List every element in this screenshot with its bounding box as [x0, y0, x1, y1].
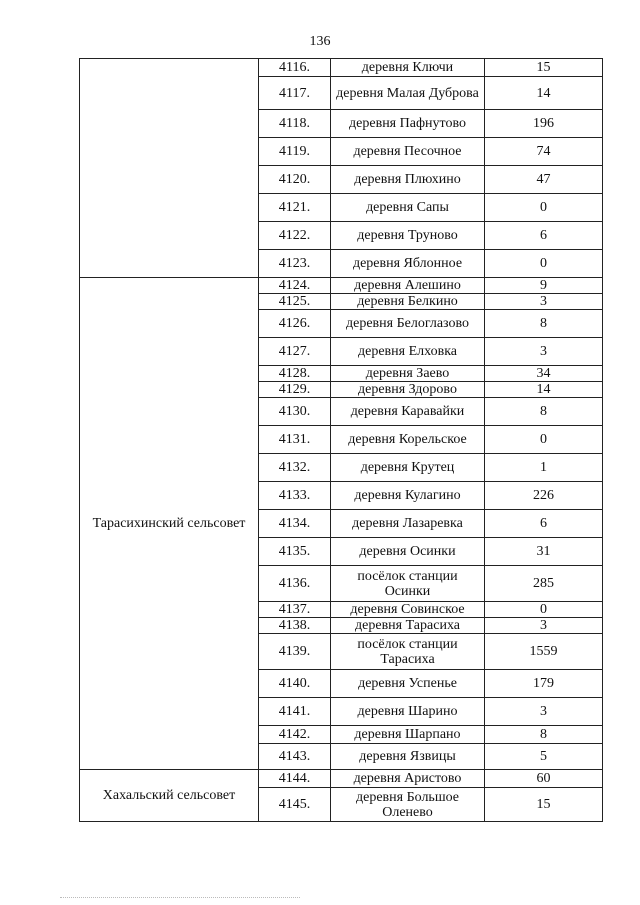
- population-value: 196: [485, 110, 603, 138]
- settlement-name: деревня Совинское: [331, 602, 485, 618]
- settlement-number: 4133.: [259, 482, 331, 510]
- settlement-number: 4139.: [259, 634, 331, 670]
- settlement-name: деревня Пафнутово: [331, 110, 485, 138]
- settlement-number: 4135.: [259, 538, 331, 566]
- settlement-name: деревня Шарпано: [331, 726, 485, 744]
- population-value: 6: [485, 510, 603, 538]
- settlement-number: 4117.: [259, 77, 331, 110]
- settlement-number: 4145.: [259, 788, 331, 822]
- settlement-name: деревня Язвицы: [331, 744, 485, 770]
- population-value: 8: [485, 726, 603, 744]
- settlement-number: 4141.: [259, 698, 331, 726]
- settlement-name: деревня Осинки: [331, 538, 485, 566]
- population-value: 0: [485, 602, 603, 618]
- settlement-name: деревня Успенье: [331, 670, 485, 698]
- settlement-number: 4128.: [259, 366, 331, 382]
- settlements-table-body: [80, 59, 603, 822]
- settlement-number: 4116.: [259, 59, 331, 77]
- settlement-name: деревня Алешино: [331, 278, 485, 294]
- population-value: 14: [485, 77, 603, 110]
- settlement-number: 4127.: [259, 338, 331, 366]
- population-value: 3: [485, 338, 603, 366]
- table-row: [80, 770, 603, 788]
- population-value: 0: [485, 194, 603, 222]
- settlement-number: 4123.: [259, 250, 331, 278]
- population-value: 3: [485, 618, 603, 634]
- population-value: 47: [485, 166, 603, 194]
- settlement-name: деревня Малая Дуброва: [331, 77, 485, 110]
- population-value: 0: [485, 426, 603, 454]
- settlement-number: 4144.: [259, 770, 331, 788]
- settlement-name: деревня Тарасиха: [331, 618, 485, 634]
- settlement-name: деревня Белкино: [331, 294, 485, 310]
- settlement-number: 4124.: [259, 278, 331, 294]
- settlements-table: [79, 58, 603, 822]
- settlement-number: 4131.: [259, 426, 331, 454]
- population-value: 8: [485, 310, 603, 338]
- table-row: [80, 59, 603, 77]
- settlement-name: деревня Яблонное: [331, 250, 485, 278]
- settlement-number: 4140.: [259, 670, 331, 698]
- settlement-name: деревня Лазаревка: [331, 510, 485, 538]
- settlement-name: посёлок станции Тарасиха: [331, 634, 485, 670]
- settlement-name: деревня Кулагино: [331, 482, 485, 510]
- settlement-name: деревня Большое Оленево: [331, 788, 485, 822]
- settlement-number: 4137.: [259, 602, 331, 618]
- settlement-number: 4126.: [259, 310, 331, 338]
- settlement-number: 4121.: [259, 194, 331, 222]
- population-value: 3: [485, 698, 603, 726]
- population-value: 3: [485, 294, 603, 310]
- population-value: 179: [485, 670, 603, 698]
- population-value: 1: [485, 454, 603, 482]
- settlement-number: 4120.: [259, 166, 331, 194]
- settlement-name: деревня Корельское: [331, 426, 485, 454]
- settlement-name: деревня Ключи: [331, 59, 485, 77]
- settlement-number: 4122.: [259, 222, 331, 250]
- settlement-number: 4118.: [259, 110, 331, 138]
- settlement-number: 4129.: [259, 382, 331, 398]
- settlement-number: 4130.: [259, 398, 331, 426]
- settlement-number: 4143.: [259, 744, 331, 770]
- council-name: [80, 59, 259, 278]
- population-value: 15: [485, 59, 603, 77]
- population-value: 285: [485, 566, 603, 602]
- settlement-number: 4132.: [259, 454, 331, 482]
- settlement-number: 4119.: [259, 138, 331, 166]
- population-value: 74: [485, 138, 603, 166]
- settlement-name: деревня Каравайки: [331, 398, 485, 426]
- population-value: 9: [485, 278, 603, 294]
- settlement-name: посёлок станции Осинки: [331, 566, 485, 602]
- settlement-name: деревня Аристово: [331, 770, 485, 788]
- settlement-name: деревня Белоглазово: [331, 310, 485, 338]
- population-value: 6: [485, 222, 603, 250]
- settlement-name: деревня Труново: [331, 222, 485, 250]
- settlement-name: деревня Елховка: [331, 338, 485, 366]
- settlement-number: 4125.: [259, 294, 331, 310]
- settlement-name: деревня Сапы: [331, 194, 485, 222]
- population-value: 5: [485, 744, 603, 770]
- settlement-name: деревня Крутец: [331, 454, 485, 482]
- population-value: 14: [485, 382, 603, 398]
- population-value: 34: [485, 366, 603, 382]
- population-value: 60: [485, 770, 603, 788]
- settlement-name: деревня Шарино: [331, 698, 485, 726]
- settlement-name: деревня Плюхино: [331, 166, 485, 194]
- council-name: Хахальский сельсовет: [80, 770, 259, 822]
- population-value: 226: [485, 482, 603, 510]
- population-value: 0: [485, 250, 603, 278]
- settlement-number: 4134.: [259, 510, 331, 538]
- table-row: [80, 278, 603, 294]
- settlement-name: деревня Песочное: [331, 138, 485, 166]
- page-number: 136: [309, 34, 331, 49]
- council-name: Тарасихинский сельсовет: [80, 278, 259, 770]
- population-value: 1559: [485, 634, 603, 670]
- population-value: 31: [485, 538, 603, 566]
- settlement-number: 4136.: [259, 566, 331, 602]
- settlement-name: деревня Заево: [331, 366, 485, 382]
- population-value: 8: [485, 398, 603, 426]
- scan-artifact: [60, 897, 300, 901]
- population-value: 15: [485, 788, 603, 822]
- settlement-name: деревня Здорово: [331, 382, 485, 398]
- settlement-number: 4138.: [259, 618, 331, 634]
- settlement-number: 4142.: [259, 726, 331, 744]
